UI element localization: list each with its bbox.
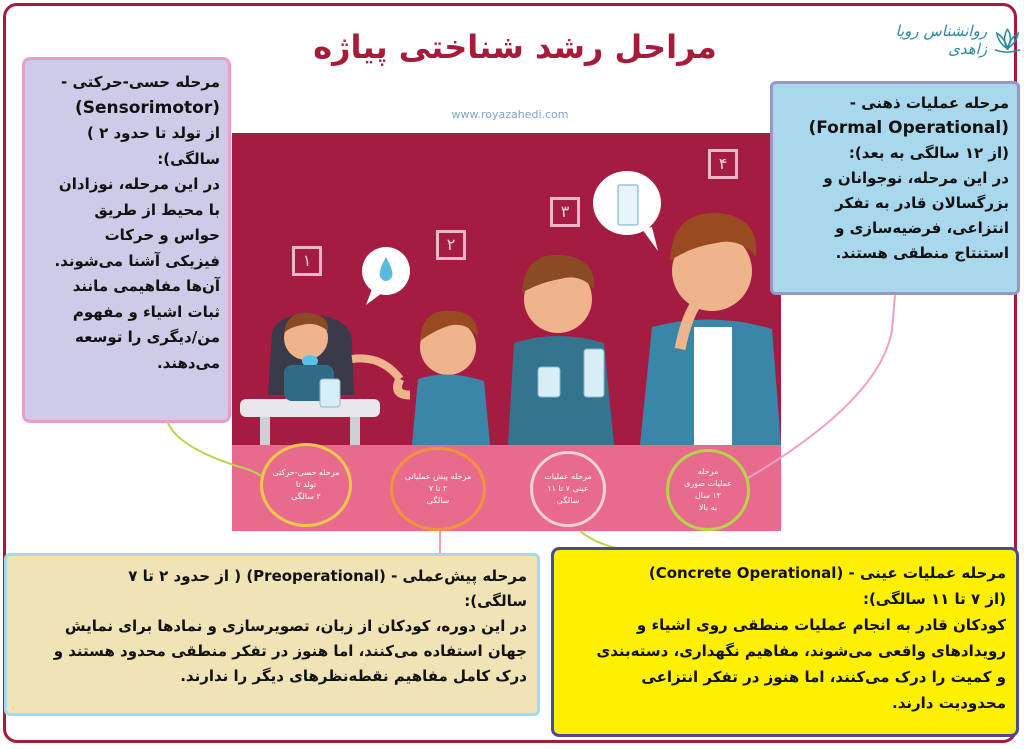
stage-circle-sensorimotor [260,443,352,527]
stage-circle-preoperational [390,447,486,531]
callout-line: ثبات اشیاء و مفهوم [72,302,220,321]
formal-operational-callout [770,81,1020,295]
callout-line: در این مرحله، نوجوانان و [823,169,1009,187]
schoolchild-figure [508,255,614,445]
callout-line: (از ۷ تا ۱۱ سالگی): [862,590,1006,608]
callout-line: جهان استفاده می‌کنند، اما هنوز در تفکر منطقی محدود هستند و [53,642,527,660]
stage-circle-text: مرحله [697,467,719,476]
stage-circle-text: سالگی [556,496,580,505]
callout-line: مرحله عملیات عینی - (Concrete Operational) [648,564,1006,582]
callout-line: از تولد تا حدود ۲ ) [87,124,220,142]
baby-figure [240,313,380,445]
stage-circle-text: عملیات صوری [683,479,733,488]
preoperational-callout [4,553,540,716]
callout-line: محدودیت دارند. [892,694,1006,712]
callout-line: (Formal Operational) [808,118,1009,138]
callout-line: می‌دهند. [156,353,220,372]
callout-line: بزرگسالان قادر به تفکر [835,194,1009,212]
logo [856,22,1024,58]
callout-line: با محیط از طریق [94,200,220,219]
lotus-icon [991,25,1024,55]
callout-line: و کمیت را درک می‌کنند، اما هنوز در تفکر انتزاعی [641,668,1006,686]
callout-line: در این مرحله، نوزادان [58,175,220,193]
callout-line: آن‌ها مفاهیمی مانند [72,277,220,295]
stage-circle-text: تولد تا [295,480,317,489]
callout-line: درک کامل مفاهیم نقطه‌نظرهای دیگر را ندارند. [180,667,527,685]
callout-line: من/دیگری را توسعه [75,328,220,346]
stage-circle-text: ۱۲ سال [694,491,722,500]
page-title: مراحل رشد شناختی پیاژه [313,28,717,66]
stage-circle-text: ۲ سالگی [291,492,321,501]
teenager-figure [640,213,781,445]
sensorimotor-callout [22,57,231,423]
stage-number-3: ۳ [550,197,580,227]
website-url: www.royazahedi.com [451,108,569,121]
callout-line: در این دوره، کودکان از زبان، تصویرسازی و نمادها برای نمایش [64,617,527,635]
callout-line: مرحله پیش‌عملی - (Preoperational) ( از حدود ۲ تا ۷ [128,567,527,585]
stage-circle-text: عینی ۷ تا ۱۱ [547,484,589,493]
callout-line: انتزاعی، فرضیه‌سازی و [835,219,1009,237]
thought-bubble-card [593,171,661,251]
stage-circle-text: مرحله عملیات [544,472,592,481]
callout-line: کودکان قادر به انجام عملیات منطقی روی اشیاء و [636,616,1006,634]
concrete-operational-callout [551,547,1019,737]
callout-line: مرحله عملیات ذهنی - [849,94,1009,112]
stage-circle-text: ۲ تا ۷ [428,484,448,493]
logo-text: روانشناس رویا زاهدی [895,22,988,58]
stage-circle-formal [666,449,750,531]
stage-circle-text: سالگی [426,496,450,505]
callout-line: سالگی): [464,592,527,610]
stage-circle-text: به بالا [698,503,718,512]
stage-number-1: ۱ [292,246,322,276]
preschooler-figure [352,311,490,445]
callout-line: فیزیکی آشنا می‌شوند. [54,251,220,270]
callout-line: سالگی): [157,149,220,168]
stage-number-2: ۲ [436,230,466,260]
callout-line: (Sensorimotor) [74,97,220,118]
stage-circle-text: مرحله پیش عملیاتی [404,472,472,481]
children-illustration [232,133,781,445]
stage-circle-text: مرحله حسی-حرکتی [272,468,340,477]
callout-line: استنتاج منطقی هستند. [835,244,1009,262]
water-drop-bubble [362,247,410,305]
callout-line: (از ۱۲ سالگی به بعد): [848,144,1009,162]
stage-number-4: ۴ [708,149,738,179]
callout-line: حواس و حرکات [104,226,220,244]
stage-circle-concrete [530,451,606,527]
illustration [232,133,781,531]
callout-line: رویدادهای واقعی می‌شوند، مفاهیم نگهداری، دسته‌بندی [596,642,1006,660]
callout-line: مرحله حسی-حرکتی - [61,73,220,91]
